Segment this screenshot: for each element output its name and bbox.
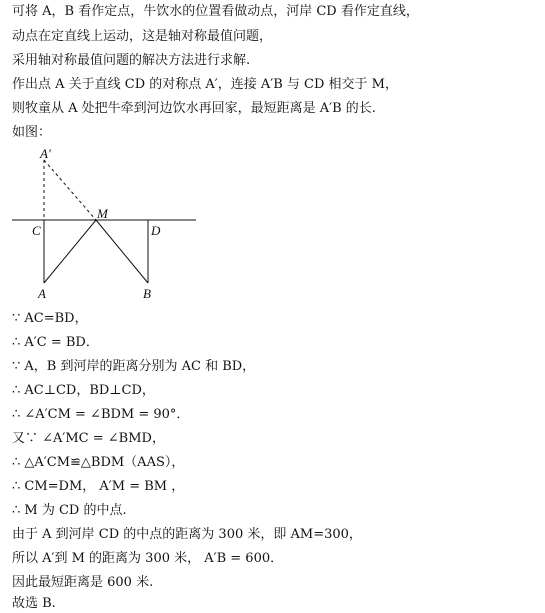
segment-a-m xyxy=(44,220,96,283)
text-line-4: 作出点 A 关于直线 CD 的对称点 A′，连接 A′B 与 CD 相交于 M， xyxy=(12,77,398,92)
geometry-figure xyxy=(10,146,205,308)
proof-line-6: 又∵ ∠A′MC = ∠BMD， xyxy=(12,431,165,446)
proof-line-12: 因此最短距离是 600 米. xyxy=(12,575,154,590)
label-c: C xyxy=(32,223,41,238)
text-line-3: 采用轴对称最值问题的解决方法进行求解. xyxy=(12,53,251,68)
proof-line-8: ∴ CM=DM， A′M = BM ， xyxy=(12,479,185,494)
label-m: M xyxy=(97,206,108,221)
text-line-5: 则牧童从 A 处把牛牵到河边饮水再回家，最短距离是 A′B 的长. xyxy=(12,101,376,116)
proof-line-10: 由于 A 到河岸 CD 的中点的距离为 300 米，即 AM=300， xyxy=(12,527,362,542)
label-b: B xyxy=(143,286,151,301)
text-line-6: 如图： xyxy=(12,125,52,140)
text-line-1: 可将 A，B 看作定点，牛饮水的位置看做动点，河岸 CD 看作定直线， xyxy=(12,4,419,19)
proof-line-2: ∴ A′C = BD． xyxy=(12,335,99,350)
label-a: A xyxy=(38,286,46,301)
proof-line-13: 故选 B. xyxy=(12,596,56,611)
segment-m-b xyxy=(96,220,148,283)
proof-line-3: ∵ A，B 到河岸的距离分别为 AC 和 BD， xyxy=(12,359,256,374)
proof-line-1: ∵ AC=BD， xyxy=(12,311,88,326)
text-line-2: 动点在定直线上运动，这是轴对称最值问题， xyxy=(12,29,273,44)
proof-line-9: ∴ M 为 CD 的中点. xyxy=(12,503,127,518)
label-a-prime: A′ xyxy=(40,146,51,161)
proof-line-5: ∴ ∠A′CM = ∠BDM = 90°． xyxy=(12,407,190,422)
proof-line-4: ∴ AC⊥CD，BD⊥CD， xyxy=(12,383,155,398)
dashed-aprime-m xyxy=(44,160,96,220)
proof-line-7: ∴ △A′CM≌△BDM（AAS）， xyxy=(12,455,185,470)
proof-line-11: 所以 A′到 M 的距离为 300 米， A′B = 600． xyxy=(12,551,284,566)
label-d: D xyxy=(151,223,161,238)
